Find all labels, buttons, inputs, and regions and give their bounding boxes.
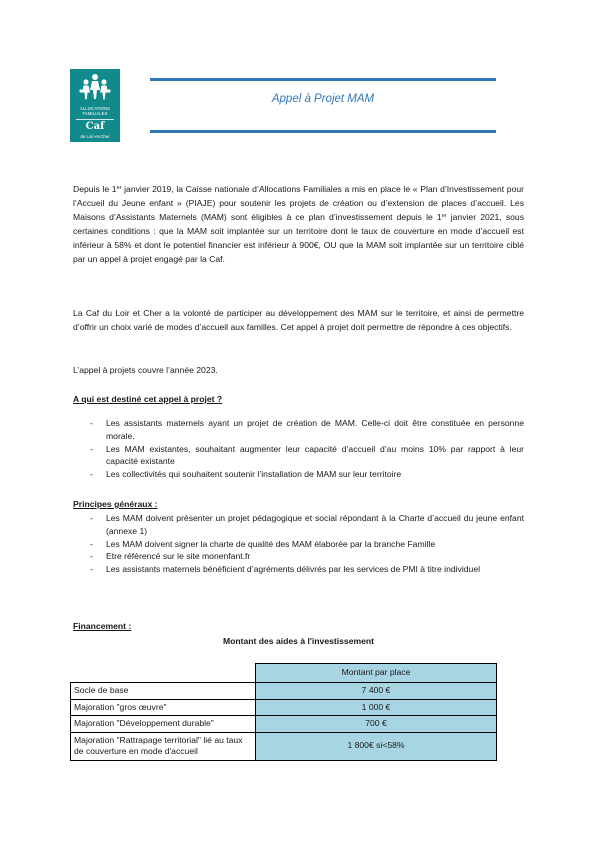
logo-line-1: ALLOCATIONS xyxy=(79,106,111,111)
table-row-label: Majoration "Rattrapage territorial" lié au taux de couverture en mode d'accueil xyxy=(71,732,256,760)
logo-subtitle: de Loir-et-Cher xyxy=(80,134,110,139)
table-row xyxy=(71,699,497,716)
table-row-value: 7 400 € xyxy=(256,683,497,700)
table-row xyxy=(71,716,497,733)
caf-logo xyxy=(70,69,120,142)
table-row-value: 1 000 € xyxy=(256,699,497,716)
table-row-label: Socle de base xyxy=(71,683,256,700)
section-principles-list xyxy=(90,512,524,576)
table-row-label: Majoration "Développement durable" xyxy=(71,716,256,733)
title-rule-top xyxy=(150,78,496,81)
intro-sup-2: er xyxy=(441,213,447,220)
logo-line-2: FAMILIALES xyxy=(82,111,108,116)
list-item: - Les MAM existantes, souhaitant augmenter leur capacité d’accueil d’au moins 10% par rapport à leur capacité existante xyxy=(90,443,524,469)
list-item: - Etre référencé sur le site monenfant.fr xyxy=(90,550,524,563)
coverage-paragraph: L’appel à projets couvre l’année 2023. xyxy=(73,365,218,375)
table-row-value: 700 € xyxy=(256,716,497,733)
table-row-value: 1 800€ si<58% xyxy=(256,732,497,760)
list-item: - Les assistants maternels ayant un projet de création de MAM. Celle-ci doit être constituée en personne morale. xyxy=(90,417,524,443)
section-financing-heading: Financement : xyxy=(73,621,132,631)
section-principles-heading: Principes généraux : xyxy=(73,499,158,509)
table-row-label: Majoration "gros œuvre" xyxy=(71,699,256,716)
list-item: - Les assistants maternels bénéficient d’agréments délivrés par les services de PMI à titre individuel xyxy=(90,563,524,576)
objective-paragraph: La Caf du Loir et Cher a la volonté de participer au développement des MAM sur le territoire, et ainsi de permettre d’offrir un choix varié de modes d’accueil aux familles. Cet appel à projet doit permettre de répondre à ces objectifs. xyxy=(73,308,524,333)
intro-text-3: janvier 2021, sous certaines conditions : que la MAM soit implantée sur un territoire dont le taux de couverture en mode d’accueil est inférieur à 58% et dont le potentiel financier est inférieur à 900€, OU que la MAM soit implantée sur un territoire ciblé par un appel à projet engagé par la Caf. xyxy=(73,212,524,265)
financing-table-title: Montant des aides à l'investissement xyxy=(222,636,375,646)
intro-sup-1: er xyxy=(116,185,122,191)
intro-text-2: janvier 2019, la Caisse nationale d’Allocations Familiales a mis en place le « Plan d’Investissement pour l’Accueil du Jeune enfant » (PIAJE) pour soutenir les projets de création ou d’extension de places d’accueil. Les Maisons d’Assistants Maternels (MAM) sont éligibles à ce plan d’investissement depuis le 1 xyxy=(73,184,524,223)
table-row xyxy=(71,683,497,700)
intro-text-1: Depuis le 1 xyxy=(73,184,117,194)
table-corner-cell xyxy=(71,664,256,683)
list-item: - Les collectivités qui souhaitent soutenir l’installation de MAM sur leur territoire xyxy=(90,468,524,481)
list-item: - Les MAM doivent signer la charte de qualité des MAM élaborée par la branche Famille xyxy=(90,538,524,551)
intro-paragraph xyxy=(73,182,524,267)
table-header-row xyxy=(71,664,497,683)
financing-table xyxy=(70,663,497,761)
section-target-list xyxy=(90,417,524,481)
table-row xyxy=(71,732,497,760)
section-target-heading: A qui est destiné cet appel à projet ? xyxy=(73,394,223,404)
family-emblem-icon xyxy=(78,73,112,101)
list-item: - Les MAM doivent présenter un projet pédagogique et social répondant à la Charte d’accueil du jeune enfant (annexe 1) xyxy=(90,512,524,538)
logo-brand: Caf xyxy=(85,121,105,132)
page-title: Appel à Projet MAM xyxy=(271,93,375,105)
table-column-header: Montant par place xyxy=(256,664,497,683)
title-rule-bottom xyxy=(150,130,496,133)
logo-separator xyxy=(76,119,114,120)
